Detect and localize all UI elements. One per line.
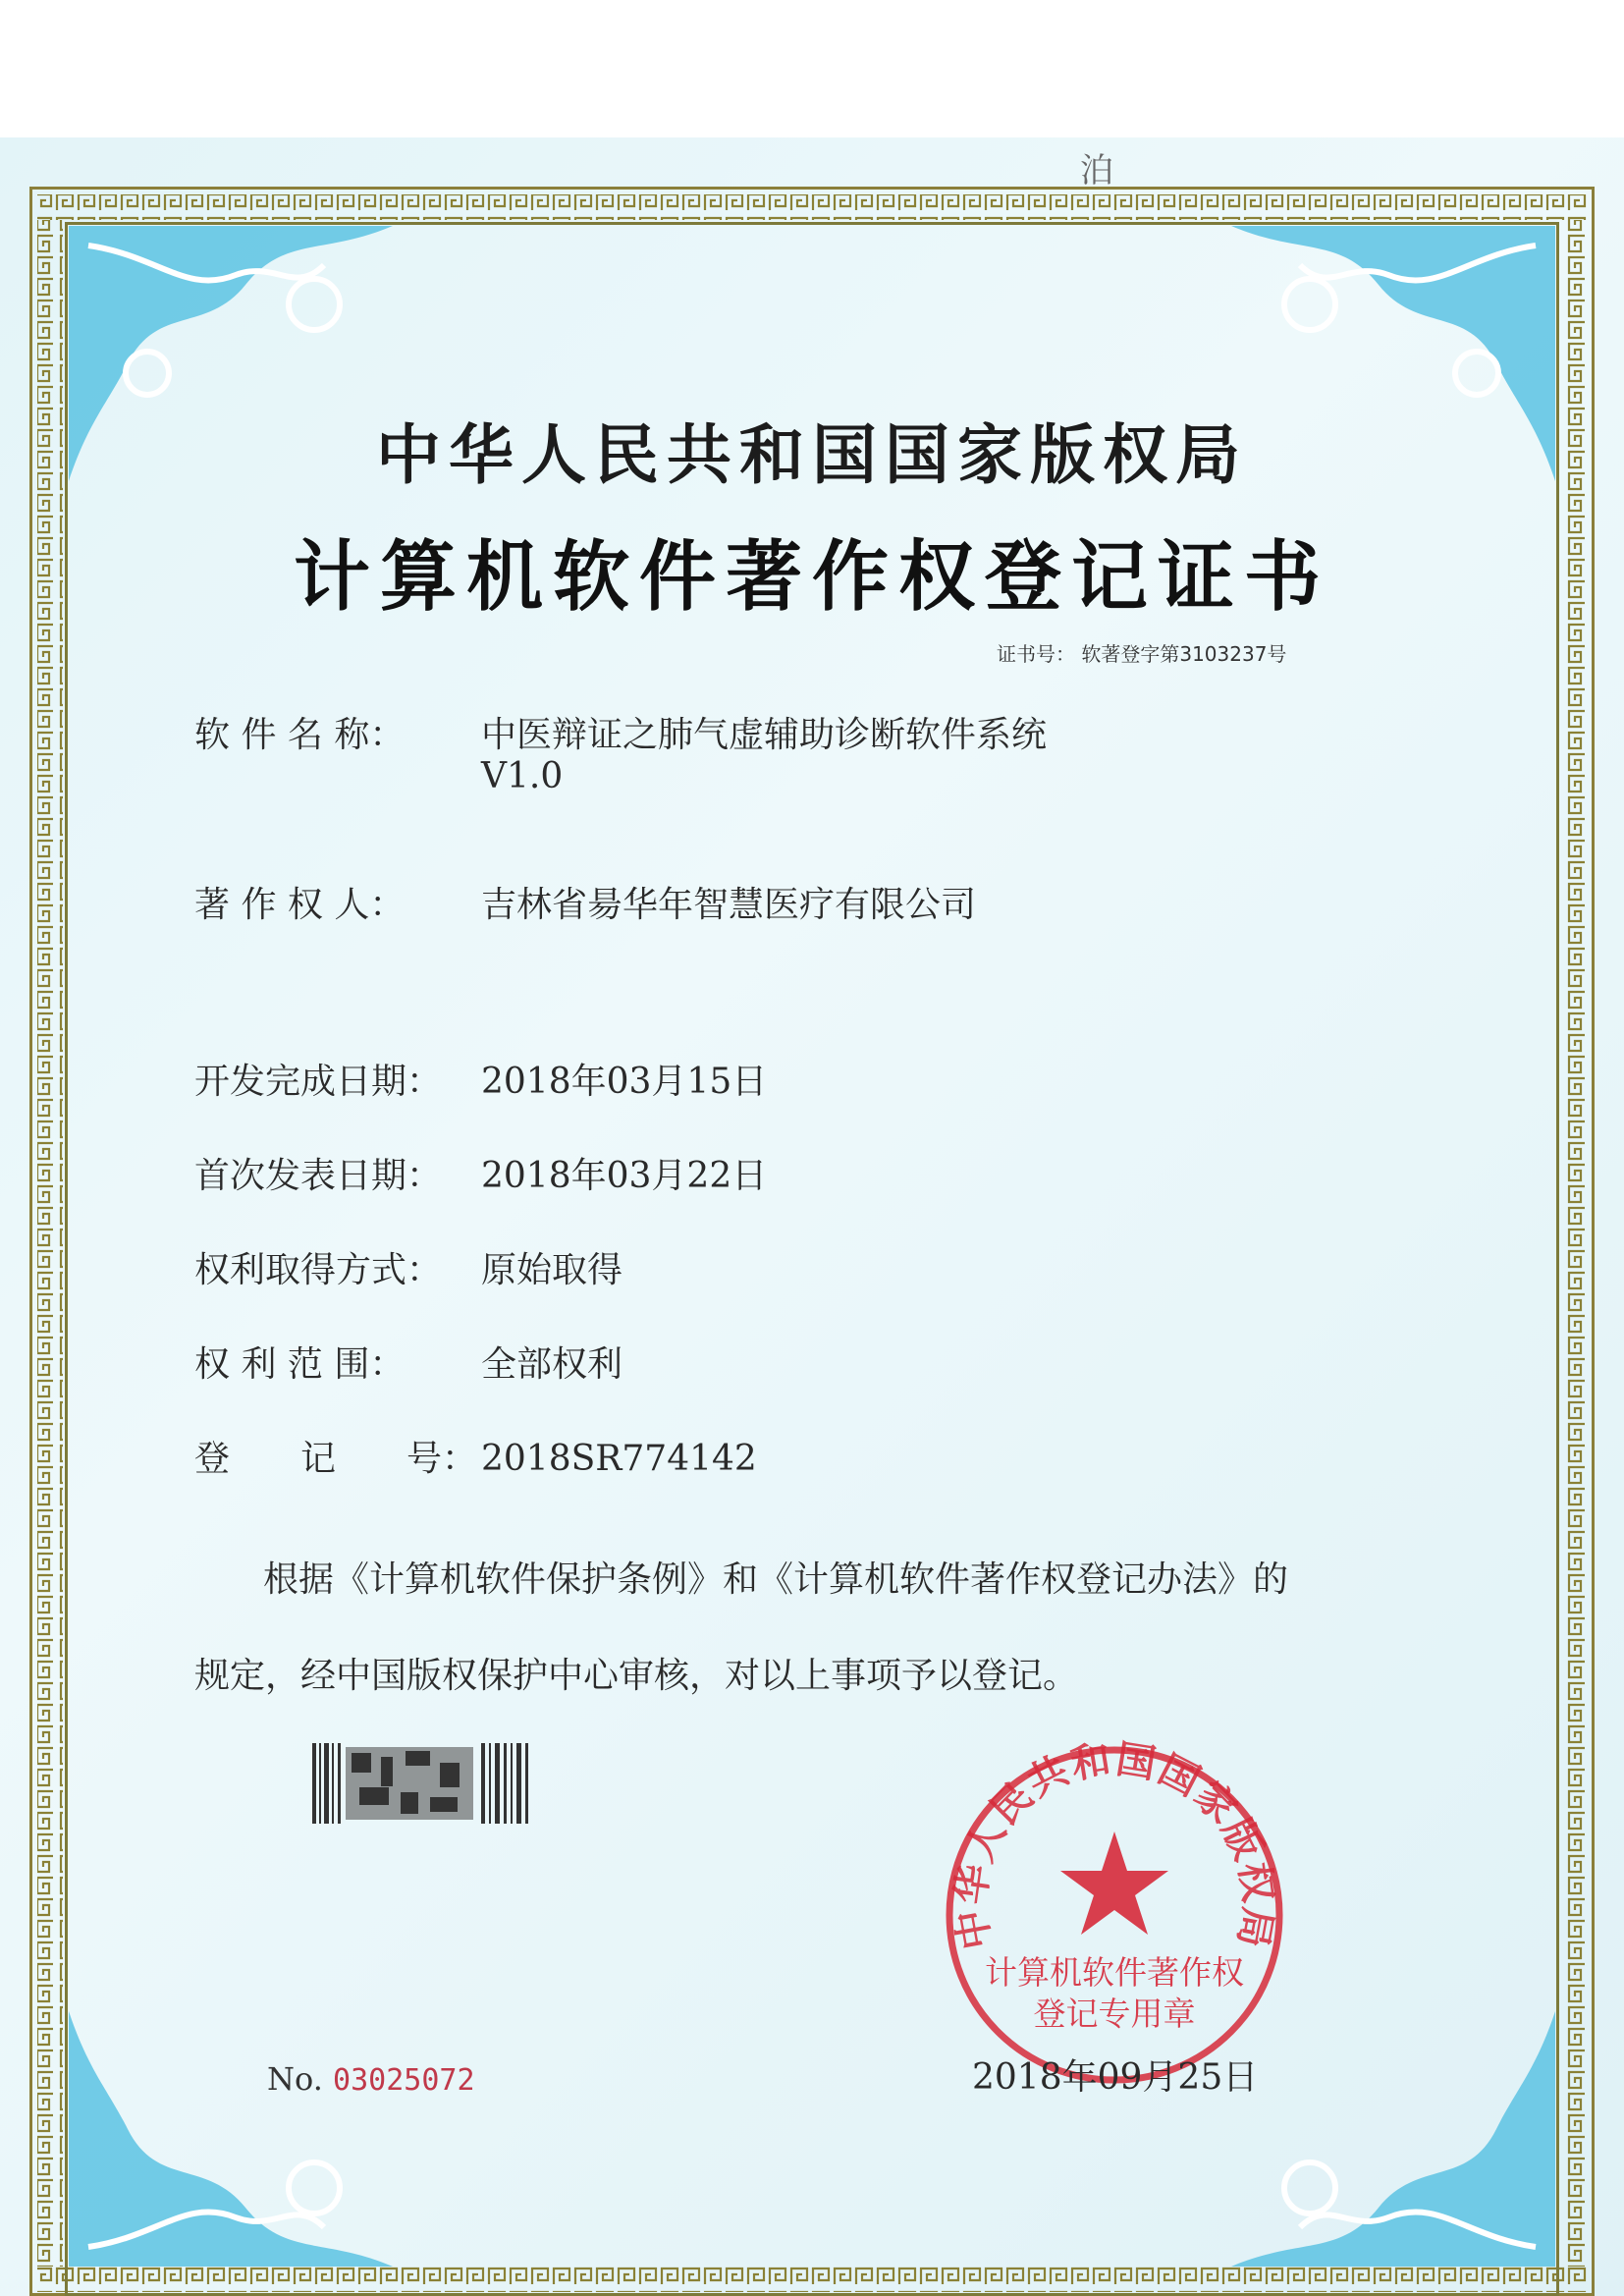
official-seal	[938, 1738, 1291, 2092]
seal-outer-text: 中华人民共和国国家版权局	[947, 1738, 1281, 1953]
corner-ornament-bottom-left	[69, 2011, 393, 2267]
statement-line-1: 根据《计算机软件保护条例》和《计算机软件著作权登记办法》的	[263, 1559, 1289, 1600]
software-name-row	[194, 707, 1047, 757]
certificate-title: 计算机软件著作权登记证书	[293, 532, 1330, 622]
software-name-label: 软 件 名 称：	[194, 715, 406, 755]
acquire-row	[194, 1242, 623, 1292]
issue-date: 2018年09月25日	[972, 2057, 1259, 2098]
statement-line-2: 规定，经中国版权保护中心审核，对以上事项予以登记。	[194, 1656, 1079, 1696]
certificate-number	[997, 638, 1286, 667]
seal-inner-line-1: 计算机软件著作权	[985, 1953, 1244, 1992]
certificate-number-value: 软著登字第3103237号	[1081, 642, 1287, 666]
software-version: V1.0	[481, 756, 564, 796]
scope-value: 全部权利	[481, 1344, 623, 1385]
serial-number-value: 03025072	[333, 2063, 475, 2098]
registration-row	[194, 1431, 757, 1481]
scope-row	[194, 1337, 623, 1387]
software-name-value: 中医辩证之肺气虚辅助诊断软件系统	[481, 715, 1048, 755]
star-icon	[1060, 1831, 1168, 1935]
scope-label: 权 利 范 围：	[194, 1344, 406, 1385]
acquire-value: 原始取得	[481, 1250, 623, 1290]
dev-date-row	[194, 1054, 767, 1104]
pub-date-label: 首次发表日期：	[194, 1156, 443, 1196]
serial-number-label: No.	[267, 2060, 323, 2098]
handwritten-mark: 泊	[1080, 151, 1113, 191]
registration-label: 登 记 号：	[194, 1439, 478, 1479]
owner-row	[194, 877, 976, 927]
dev-date-label: 开发完成日期：	[194, 1062, 443, 1102]
dev-date-value: 2018年03月15日	[481, 1062, 768, 1102]
registration-number: 2018SR774142	[481, 1439, 757, 1479]
certificate-number-label: 证书号：	[997, 642, 1075, 666]
acquire-label: 权利取得方式：	[194, 1250, 443, 1290]
seal-inner-line-2: 登记专用章	[1033, 1995, 1196, 2033]
barcode-icon	[312, 1743, 533, 1824]
pub-date-row	[194, 1148, 767, 1198]
pub-date-value: 2018年03月22日	[481, 1156, 768, 1196]
owner-value: 吉林省昜华年智慧医疗有限公司	[481, 885, 977, 925]
serial-number	[267, 2060, 475, 2098]
owner-label: 著 作 权 人：	[194, 885, 406, 925]
issuer-title: 中华人民共和国国家版权局	[376, 417, 1248, 493]
